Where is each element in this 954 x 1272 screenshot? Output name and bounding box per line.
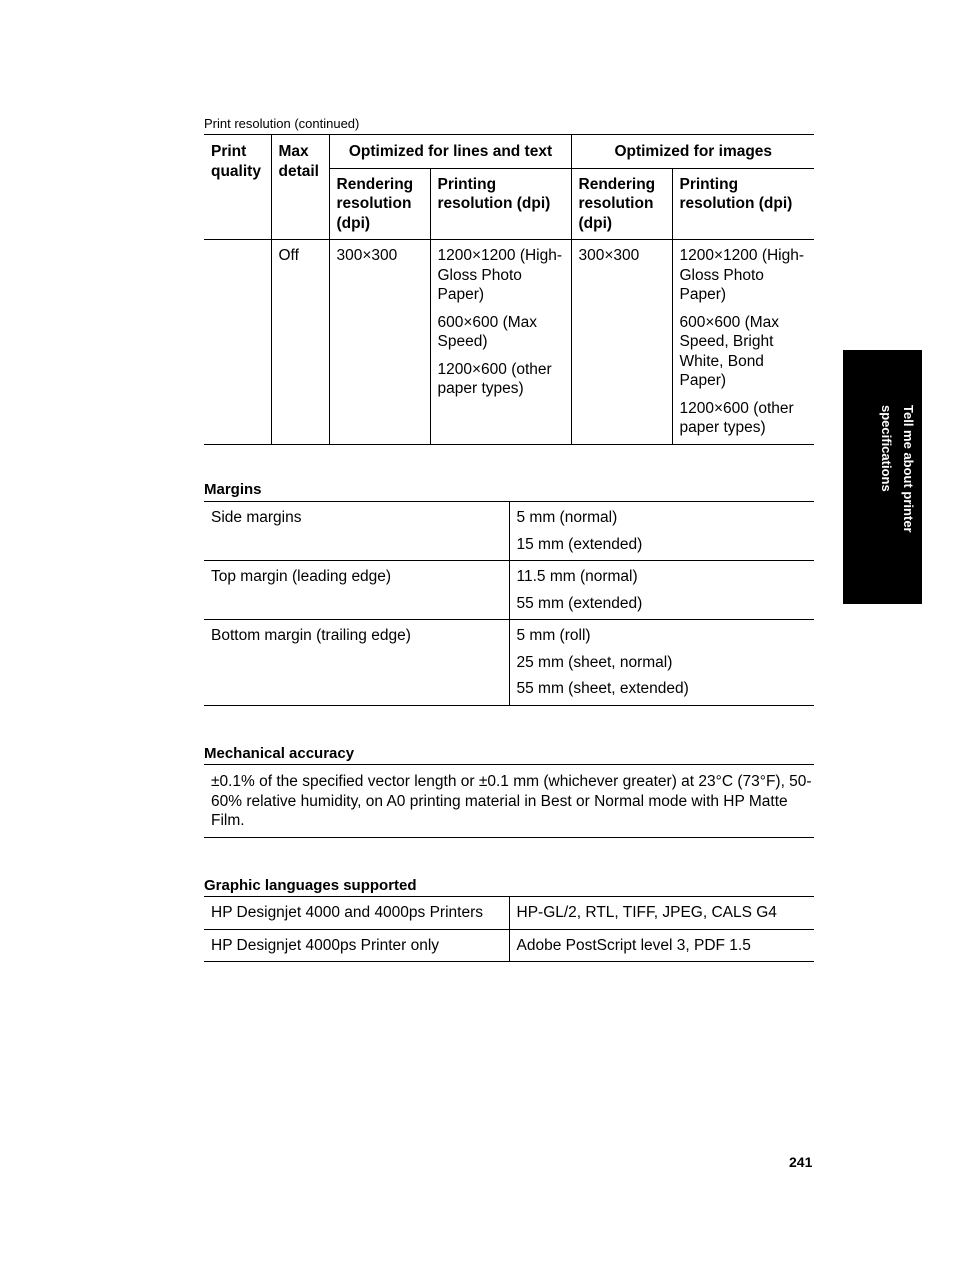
cell-print-quality [204,240,271,445]
margin-value: 5 mm (roll) [516,627,591,644]
cell-lines-printing [430,240,571,445]
margin-value: 11.5 mm (normal) [516,568,638,585]
cell-images-printing [672,240,814,445]
header-lines-rendering: Rendering resolution (dpi) [329,168,430,240]
margins-title: Margins [204,481,262,498]
language-printer: HP Designjet 4000ps Printer only [204,929,509,962]
table-row [204,502,814,561]
mechanical-title: Mechanical accuracy [204,745,355,762]
table-caption: Print resolution (continued) [204,116,360,131]
margin-value: 5 mm (normal) [516,509,618,526]
language-list: HP-GL/2, RTL, TIFF, JPEG, CALS G4 [509,897,814,930]
cell-line: 1200×600 (other paper types) [437,360,552,397]
margin-value: 25 mm (sheet, normal) [516,653,673,671]
language-list: Adobe PostScript level 3, PDF 1.5 [509,929,814,962]
page-number: 241 [789,1154,813,1170]
margin-label: Top margin (leading edge) [204,561,509,620]
table-row [204,620,814,706]
mechanical-text: ±0.1% of the specified vector length or ±0.1 mm (whichever greater) at 23°C (73°F), 50-60% relative humidity, on A0 printing material in Best or Normal mode with HP Matte Film. [204,764,814,838]
cell-line: 600×600 (Max Speed, Bright White, Bond Paper) [679,313,780,389]
margin-label: Bottom margin (trailing edge) [204,620,509,706]
languages-table [204,896,814,962]
cell-lines-rendering: 300×300 [329,240,430,445]
table-row [204,240,814,445]
cell-line: 1200×600 (other paper types) [679,399,794,436]
header-images-rendering: Rendering resolution (dpi) [571,168,672,240]
cell-line: 1200×1200 (High-Gloss Photo Paper) [679,247,805,303]
margin-value: 15 mm (extended) [516,535,643,553]
header-max-detail: Max detail [271,135,329,240]
cell-images-rendering: 300×300 [571,240,672,445]
header-print-quality: Print quality [211,143,261,180]
margin-label: Side margins [211,509,302,526]
languages-title: Graphic languages supported [204,877,417,894]
print-resolution-table [204,134,814,445]
header-images-printing: Printing resolution (dpi) [672,168,814,240]
cell-line: 1200×1200 (High-Gloss Photo Paper) [437,247,563,303]
margin-values [509,502,814,561]
table-row [204,929,814,962]
header-group-lines: Optimized for lines and text [329,135,571,169]
table-row [204,561,814,620]
margin-values [509,561,814,620]
margins-table [204,501,814,706]
table-row [204,897,814,930]
header-group-images: Optimized for images [571,135,814,169]
margin-value: 55 mm (sheet, extended) [516,680,689,697]
cell-line: 600×600 (Max Speed) [437,313,538,350]
margin-values [509,620,814,706]
chapter-tab-label [849,405,919,533]
chapter-tab-line1: Tell me about printer [901,405,916,533]
margin-value: 55 mm (extended) [516,594,643,612]
cell-max-detail: Off [271,240,329,445]
chapter-tab-line2: specifications [879,405,894,492]
language-printer: HP Designjet 4000 and 4000ps Printers [211,904,483,921]
header-lines-printing: Printing resolution (dpi) [430,168,571,240]
